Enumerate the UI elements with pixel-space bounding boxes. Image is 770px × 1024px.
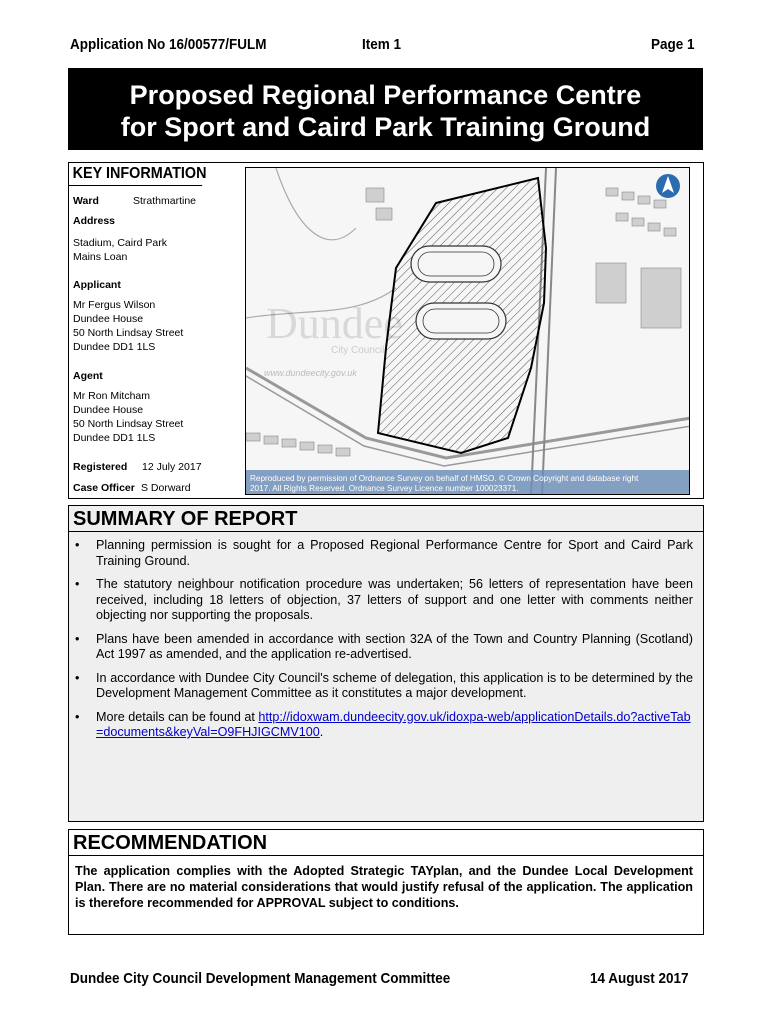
page-title xyxy=(68,68,703,150)
address-line: Stadium, Caird Park xyxy=(73,237,167,249)
applicant-line: Dundee House xyxy=(73,313,144,325)
title-line-2: for Sport and Caird Park Training Ground xyxy=(120,112,651,142)
ward-value: Strathmartine xyxy=(133,195,197,207)
registered-label: Registered xyxy=(73,461,128,473)
item-number: Item 1 xyxy=(362,36,402,53)
agent-label: Agent xyxy=(73,370,103,382)
key-information xyxy=(69,163,217,498)
summary-bullet: • Plans have been amended in accordance with section 32A of the Town and Country Planning (Scotland) Act 1997 as amended, and the application re-advertised. xyxy=(75,631,693,661)
map-copyright-line-2: 2017. All Rights Reserved. Ordnance Survey Licence number 100023371. xyxy=(250,484,519,493)
agent-line: Dundee House xyxy=(73,404,144,416)
address-line: Mains Loan xyxy=(73,251,128,263)
more-details-suffix: . xyxy=(319,725,324,739)
summary-bullet: • More details can be found at http://idoxwam.dundeecity.gov.uk/idoxpa-web/applicationDetails.do?activeTab=documents&keyVal=O9FHJIGCMV100. xyxy=(75,709,691,739)
map-watermark-sub: City Council xyxy=(331,345,385,356)
case-officer-value: S Dorward xyxy=(141,482,191,494)
registered-value: 12 July 2017 xyxy=(142,461,202,473)
site-map-drawing xyxy=(246,168,690,495)
applicant-line: Mr Fergus Wilson xyxy=(73,299,156,311)
key-information-heading: KEY INFORMATION xyxy=(69,163,202,186)
title-line-1: Proposed Regional Performance Centre xyxy=(129,80,642,110)
footer-date: 14 August 2017 xyxy=(590,970,689,987)
application-number: Application No 16/00577/FULM xyxy=(70,36,267,53)
summary-heading: SUMMARY OF REPORT xyxy=(69,506,703,532)
registered-row xyxy=(73,460,202,474)
address-label: Address xyxy=(73,215,116,227)
site-location-map xyxy=(245,167,690,495)
summary-bullets xyxy=(69,532,703,741)
agent-line: Dundee DD1 1LS xyxy=(73,432,156,444)
summary-bullet: • Planning permission is sought for a Proposed Regional Performance Centre for Sport and Caird Park Training Ground. xyxy=(75,538,693,568)
recommendation-text: The application complies with the Adopted Strategic TAYplan, and the Dundee Local Development Plan. There are no material considerations that would justify refusal of the application. The application is therefore recommended for APPROVAL subject to conditions. xyxy=(75,864,693,910)
ward-label: Ward xyxy=(73,195,99,207)
bullet-text: Plans have been amended in accordance with section 32A of the Town and Country Planning (Scotland) Act 1997 as amended, and the application re-advertised. xyxy=(96,631,693,661)
summary-of-report xyxy=(68,505,704,822)
ward-row xyxy=(73,194,197,208)
recommendation-heading: RECOMMENDATION xyxy=(69,830,703,856)
case-officer-row xyxy=(73,481,191,495)
page-number: Page 1 xyxy=(651,36,695,53)
applicant-line: Dundee DD1 1LS xyxy=(73,341,156,353)
application-details-link[interactable]: http://idoxwam.dundeecity.gov.uk/idoxpa-web/applicationDetails.do?activeTab=documents&keyVal=O9FHJIGCMV100 xyxy=(96,709,691,739)
case-officer-label: Case Officer xyxy=(73,482,135,494)
summary-bullet: • In accordance with Dundee City Council's scheme of delegation, this application is to be determined by the Development Management Committee as it constitutes a major development. xyxy=(75,670,693,700)
north-arrow-icon xyxy=(656,174,680,198)
applicant-label: Applicant xyxy=(73,279,121,291)
footer-committee: Dundee City Council Development Management Committee xyxy=(70,970,451,987)
bullet-text: Planning permission is sought for a Proposed Regional Performance Centre for Sport and Caird Park Training Ground. xyxy=(96,538,693,568)
recommendation-panel xyxy=(68,829,704,935)
summary-bullet: • The statutory neighbour notification procedure was undertaken; 56 letters of representation have been received, including 18 letters of objection, 37 letters of support and one letter with comments neither objecting nor supporting the proposals. xyxy=(75,577,693,622)
key-information-panel xyxy=(68,162,704,499)
map-copyright-line-1: Reproduced by permission of Ordnance Survey on behalf of HMSO. © Crown Copyright and database right xyxy=(250,474,639,483)
agent-line: Mr Ron Mitcham xyxy=(73,390,151,402)
bullet-text: In accordance with Dundee City Council's scheme of delegation, this application is to be determined by the Development Management Committee as it constitutes a major development. xyxy=(96,670,693,700)
applicant-line: 50 North Lindsay Street xyxy=(73,327,184,339)
agent-line: 50 North Lindsay Street xyxy=(73,418,184,430)
map-url-watermark: www.dundeecity.gov.uk xyxy=(264,368,357,378)
bullet-text: The statutory neighbour notification procedure was undertaken; 56 letters of representation have been received, including 18 letters of objection, 37 letters of support and one letter with comments neither objecting nor supporting the proposals. xyxy=(96,577,693,622)
map-watermark: Dundee xyxy=(266,299,403,348)
more-details-prefix: More details can be found at xyxy=(96,709,259,724)
